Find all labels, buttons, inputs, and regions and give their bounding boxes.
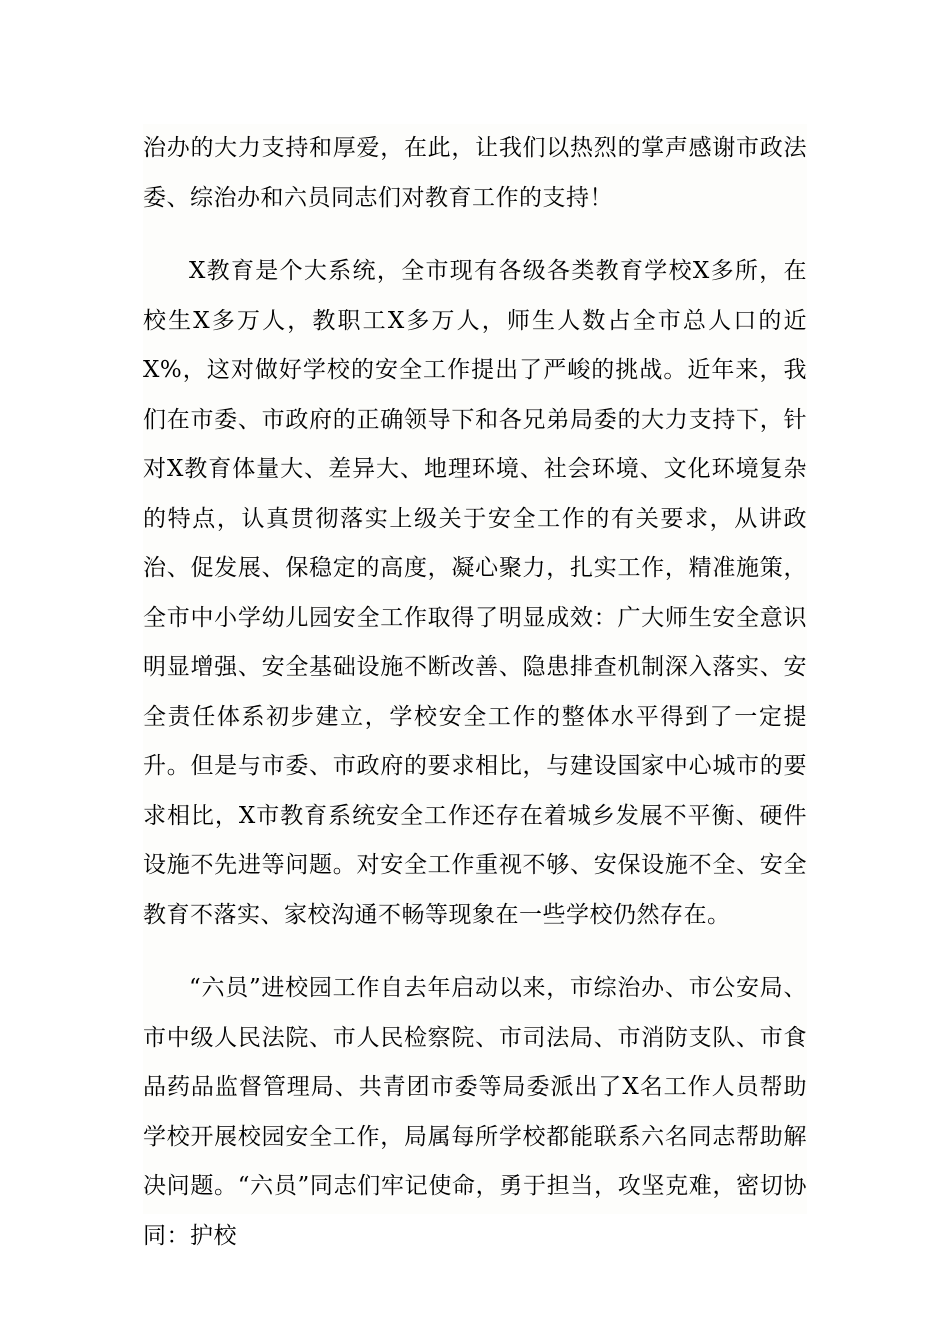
document-body bbox=[143, 124, 807, 1249]
paragraph-2: X教育是个大系统，全市现有各级各类教育学校X多所，在校生X多万人，教职工X多万人，师生人数占全市总人口的近X%，这对做好学校的安全工作提出了严峻的挑战。近年来，我们在市委、市政府的正确领导下和各兄弟局委的大力支持下，针对X教育体量大、差异大、地理环境、社会环境、文化环境复杂的特点，认真贯彻落实上级关于安全工作的有关要求，从讲政治、促发展、保稳定的高度，凝心聚力，扎实工作，精准施策，全市中小学幼儿园安全工作取得了明显成效：广大师生安全意识明显增强、安全基础设施不断改善、隐患排查机制深入落实、安全责任体系初步建立，学校安全工作的整体水平得到了一定提升。但是与市委、市政府的要求相比，与建设国家中心城市的要求相比，X市教育系统安全工作还存在着城乡发展不平衡、硬件设施不先进等问题。对安全工作重视不够、安保设施不全、安全教育不落实、家校沟通不畅等现象在一些学校仍然存在。 bbox=[143, 258, 807, 928]
paragraph-3: “六员”进校园工作自去年启动以来，市综治办、市公安局、市中级人民法院、市人民检察院、市司法局、市消防支队、市食品药品监督管理局、共青团市委等局委派出了X名工作人员帮助学校开展校园安全工作，局属每所学校都能联系六名同志帮助解决问题。“六员”同志们牢记使命，勇于担当，攻坚克难，密切协同：护校 bbox=[143, 975, 807, 1249]
paragraph-1: 治办的大力支持和厚爱，在此，让我们以热烈的掌声感谢市政法委、综治办和六员同志们对教育工作的支持！ bbox=[143, 135, 807, 211]
